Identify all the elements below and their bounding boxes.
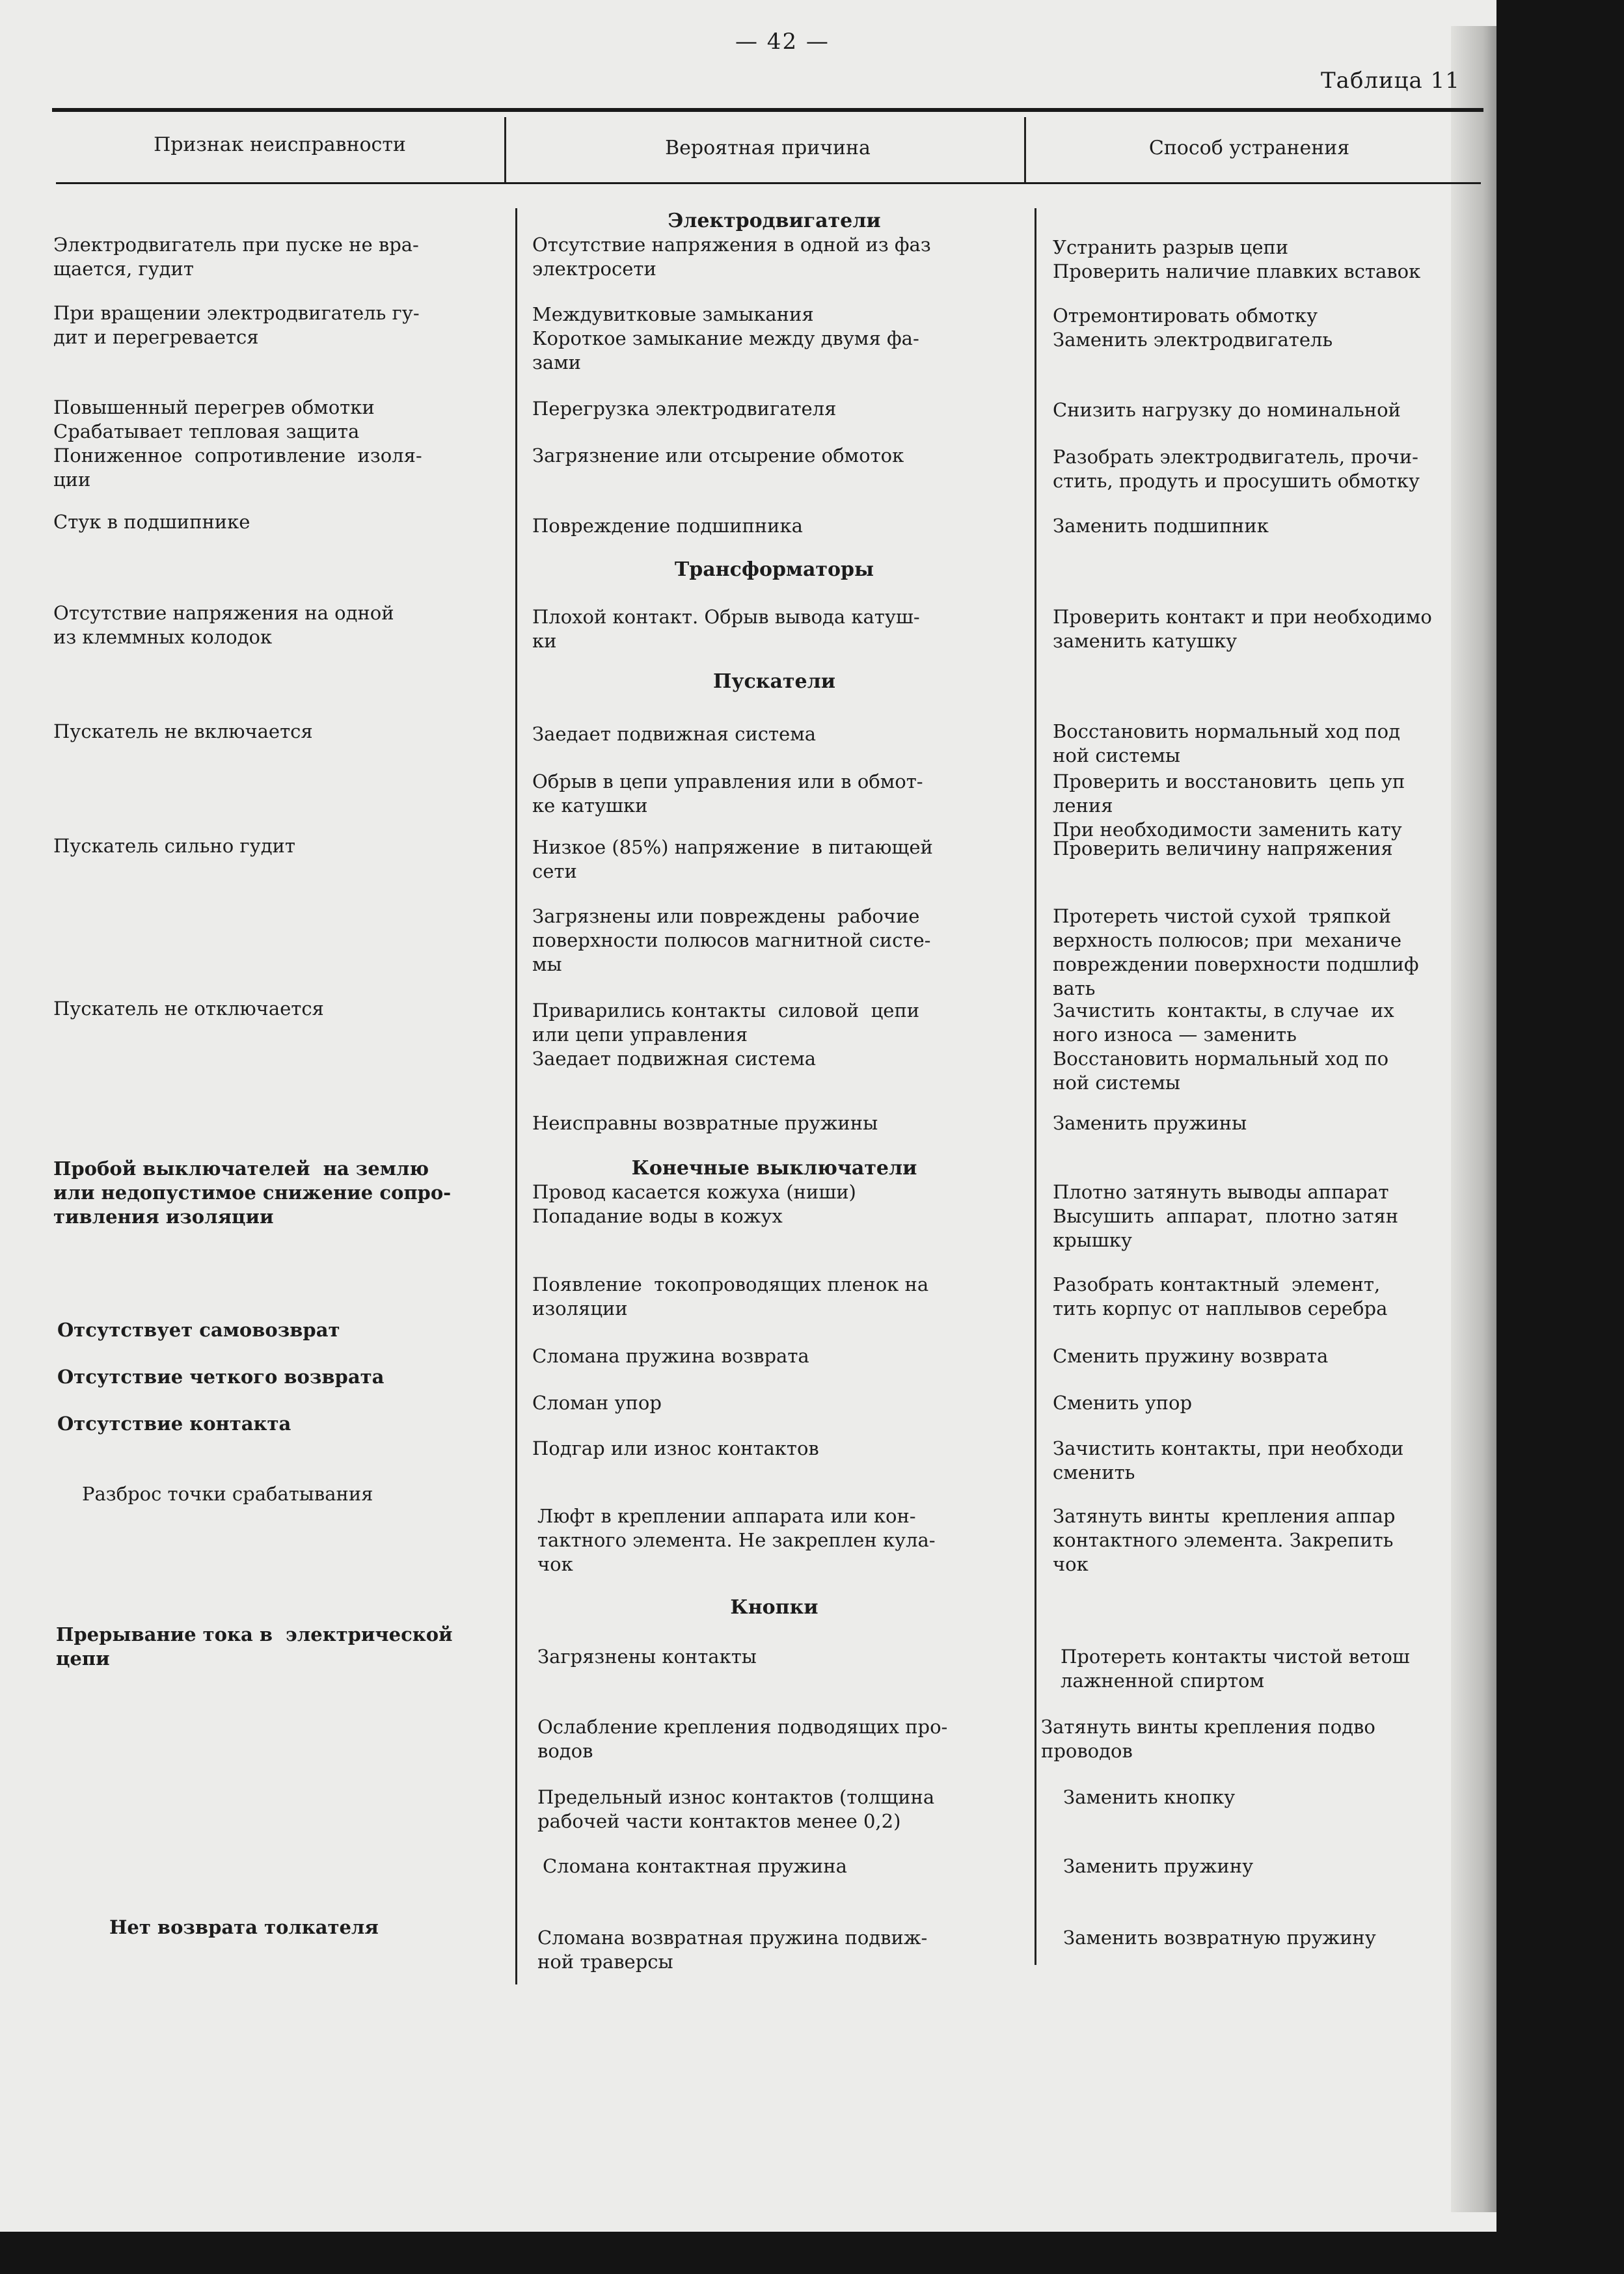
- header-bottom-rule: [56, 182, 1481, 184]
- symptom-cell: Отсутствует самовозврат: [57, 1319, 340, 1341]
- cause-cell: Появление токопроводящих пленок на изоляции: [532, 1273, 929, 1320]
- cause-cell: Плохой контакт. Обрыв вывода катуш- ки: [532, 606, 920, 652]
- section-title-buttons: Кнопки: [730, 1596, 819, 1619]
- page-edge-shadow: [1451, 26, 1496, 2212]
- cause-cell: Приварились контакты силовой цепи или цепи управления Заедает подвижная система: [532, 999, 920, 1070]
- symptom-cell: Прерывание тока в электрической цепи: [56, 1623, 453, 1670]
- remedy-cell: Снизить нагрузку до номинальной: [1053, 399, 1401, 421]
- symptom-cell: При вращении электродвигатель гу- дит и перегревается: [53, 302, 420, 348]
- remedy-cell: Проверить контакт и при необходимо заменить катушку: [1053, 606, 1432, 652]
- symptom-cell: Повышенный перегрев обмотки Срабатывает тепловая защита Пониженное сопротивление изоля- ции: [53, 396, 422, 491]
- symptom-cell: Пускатель не включается: [53, 720, 313, 742]
- header-cause: Вероятная причина: [665, 137, 871, 159]
- remedy-cell: Заменить кнопку: [1063, 1786, 1236, 1808]
- cause-cell: Междувитковые замыкания Короткое замыкание между двумя фа- зами: [532, 303, 919, 373]
- cause-cell: Сломана контактная пружина: [543, 1855, 847, 1877]
- cause-cell: Сломан упор: [532, 1392, 662, 1414]
- remedy-cell: Восстановить нормальный ход под ной системы: [1053, 720, 1400, 766]
- column-divider-1: [515, 208, 517, 1984]
- section-title-limit-switches: Конечные выключатели: [631, 1157, 917, 1180]
- remedy-cell: Сменить пружину возврата: [1053, 1345, 1329, 1367]
- header-remedy: Способ устранения: [1148, 137, 1350, 159]
- section-title-motors: Электродвигатели: [668, 210, 881, 232]
- remedy-cell: Затянуть винты крепления аппар контактного элемента. Закрепить чок: [1053, 1505, 1396, 1575]
- symptom-cell: Пускатель не отключается: [53, 997, 324, 1020]
- header-symptom: Признак неисправности: [154, 133, 406, 156]
- remedy-cell: Протереть контакты чистой ветош лажненной спиртом: [1061, 1645, 1410, 1692]
- remedy-cell: Проверить величину напряжения: [1053, 837, 1393, 860]
- remedy-cell: Заменить подшипник: [1053, 515, 1269, 537]
- column-divider-2: [1035, 208, 1036, 1965]
- symptom-cell: Нет возврата толкателя: [109, 1916, 379, 1938]
- symptom-cell: Пускатель сильно гудит: [53, 835, 295, 857]
- symptom-cell: Разброс точки срабатывания: [82, 1483, 373, 1505]
- remedy-cell: Зачистить контакты, при необходи сменить: [1053, 1437, 1404, 1483]
- remedy-cell: Заменить возвратную пружину: [1063, 1927, 1376, 1949]
- cause-cell: Повреждение подшипника: [532, 515, 803, 537]
- remedy-cell: Затянуть винты крепления подво проводов: [1041, 1716, 1375, 1762]
- cause-cell: Подгар или износ контактов: [532, 1437, 819, 1459]
- cause-cell: Низкое (85%) напряжение в питающей сети: [532, 836, 933, 882]
- symptom-cell: Отсутствие контакта: [57, 1413, 291, 1435]
- cause-cell: Сломана пружина возврата: [532, 1345, 809, 1367]
- remedy-cell: Протереть чистой сухой тряпкой верхность полюсов; при механиче повреждении поверхности подшлиф вать: [1053, 905, 1419, 999]
- cause-cell: Обрыв в цепи управления или в обмот- ке катушки: [532, 770, 923, 817]
- table-label: Таблица 11: [1321, 68, 1460, 94]
- cause-cell: Загрязнение или отсырение обмоток: [532, 444, 904, 467]
- remedy-cell: Заменить пружины: [1053, 1112, 1247, 1134]
- remedy-cell: Разобрать контактный элемент, тить корпус от наплывов серебра: [1053, 1273, 1388, 1320]
- cause-cell: Загрязнены контакты: [537, 1645, 757, 1668]
- table-top-rule: [52, 108, 1483, 112]
- remedy-cell: Зачистить контакты, в случае их ного износа — заменить Восстановить нормальный ход по ной системы: [1053, 999, 1394, 1094]
- header-divider-1: [504, 117, 506, 182]
- remedy-cell: Проверить и восстановить цепь уп ления При необходимости заменить кату: [1053, 770, 1405, 841]
- cause-cell: Люфт в креплении аппарата или кон- тактного элемента. Не закреплен кула- чок: [537, 1505, 936, 1575]
- cause-cell: Отсутствие напряжения в одной из фаз электросети: [532, 234, 931, 280]
- cause-cell: Заедает подвижная система: [532, 723, 817, 745]
- remedy-cell: Отремонтировать обмотку Заменить электродвигатель: [1053, 305, 1333, 351]
- cause-cell: Предельный износ контактов (толщина рабочей части контактов менее 0,2): [537, 1786, 935, 1832]
- remedy-cell: Разобрать электродвигатель, прочи- стить, продуть и просушить обмотку: [1053, 446, 1420, 492]
- page-number: — 42 —: [735, 29, 830, 55]
- cause-cell: Сломана возвратная пружина подвиж- ной траверсы: [537, 1927, 928, 1973]
- remedy-cell: Заменить пружину: [1063, 1855, 1254, 1877]
- symptom-cell: Пробой выключателей на землю или недопустимое снижение сопро- тивления изоляции: [53, 1157, 452, 1228]
- cause-cell: Перегрузка электродвигателя: [532, 398, 837, 420]
- cause-cell: Неисправны возвратные пружины: [532, 1112, 878, 1134]
- symptom-cell: Электродвигатель при пуске не вра- щается, гудит: [53, 234, 419, 280]
- cause-cell: Загрязнены или повреждены рабочие поверхности полюсов магнитной систе- мы: [532, 905, 931, 975]
- remedy-cell: Сменить упор: [1053, 1392, 1193, 1414]
- symptom-cell: Отсутствие напряжения на одной из клеммных колодок: [53, 602, 394, 648]
- remedy-cell: Устранить разрыв цепи Проверить наличие плавких вставок: [1053, 236, 1421, 282]
- section-title-transformers: Трансформаторы: [674, 558, 874, 581]
- symptom-cell: Стук в подшипнике: [53, 511, 250, 533]
- cause-cell: Ослабление крепления подводящих про- водов: [537, 1716, 948, 1762]
- cause-cell: Провод касается кожуха (ниши) Попадание воды в кожух: [532, 1181, 856, 1227]
- section-title-starters: Пускатели: [713, 670, 835, 693]
- symptom-cell: Отсутствие четкого возврата: [57, 1366, 385, 1388]
- remedy-cell: Плотно затянуть выводы аппарат Высушить аппарат, плотно затян крышку: [1053, 1181, 1399, 1251]
